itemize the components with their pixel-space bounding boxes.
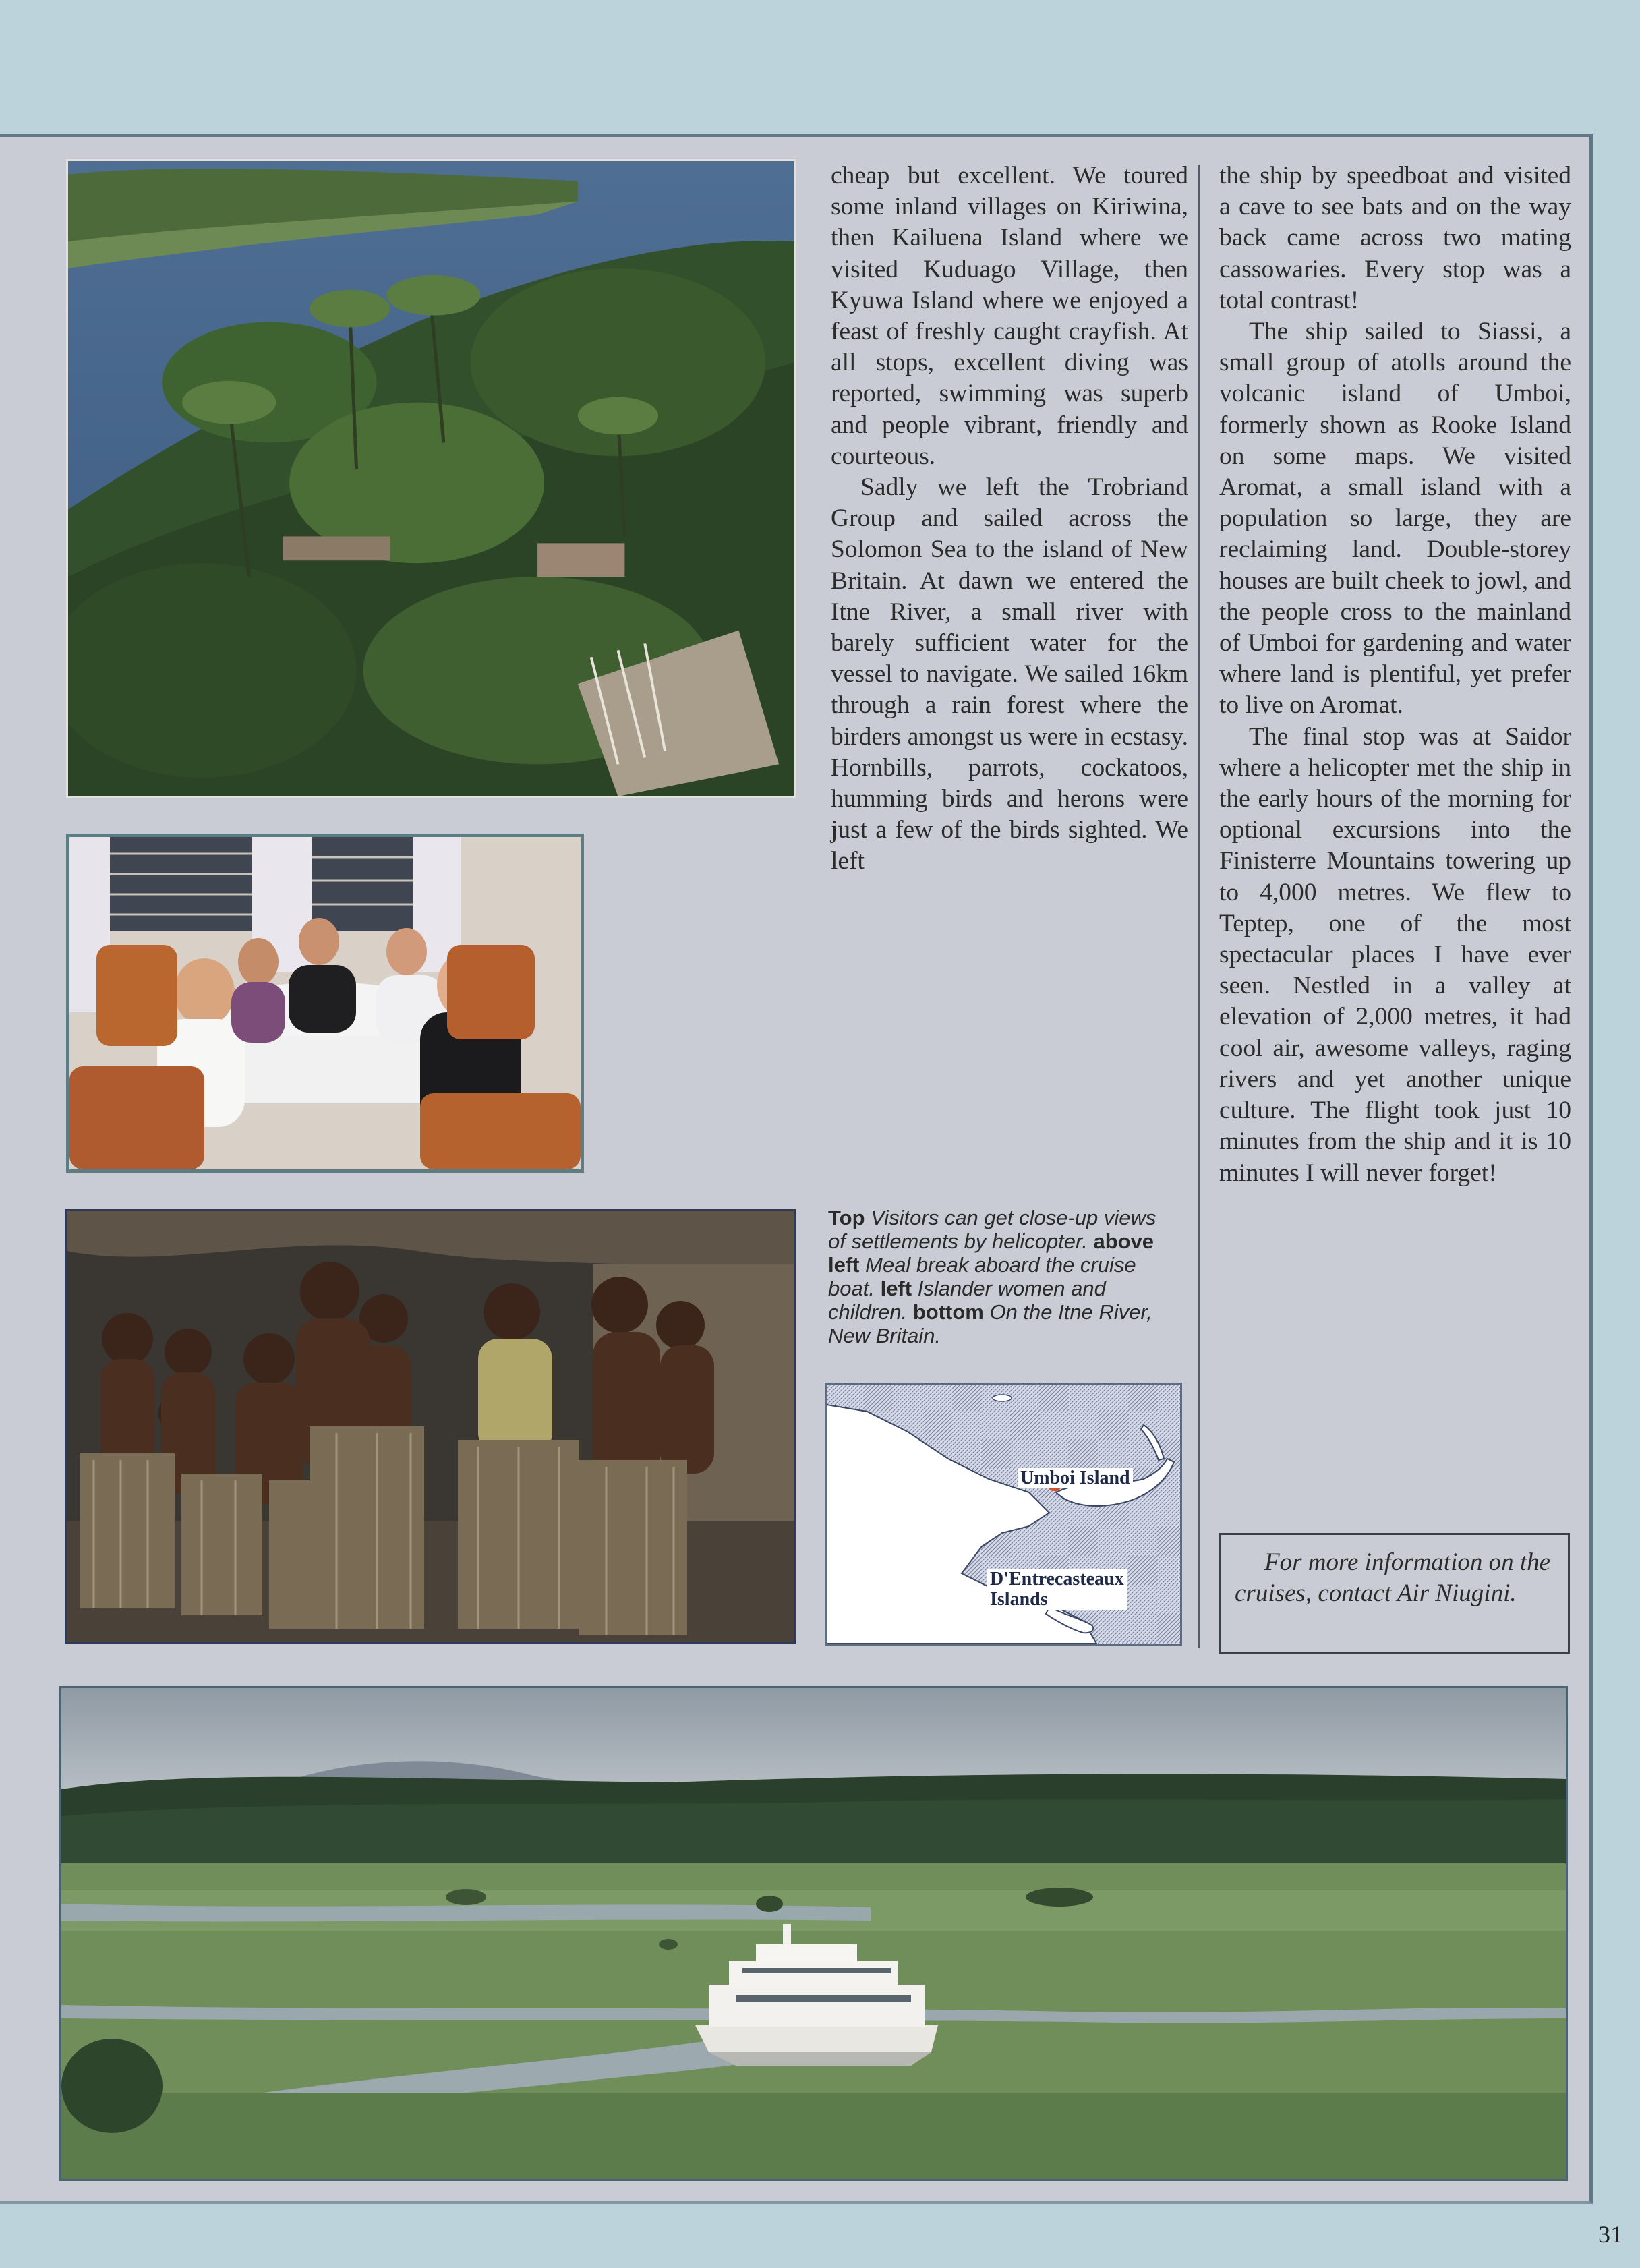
caption-key-left: left: [880, 1277, 912, 1300]
islander-women-photo: [65, 1209, 796, 1644]
caption-key-bottom: bottom: [912, 1300, 984, 1324]
caption-key-above-left: above left: [828, 1229, 1154, 1277]
photo-caption: [828, 1206, 1179, 1347]
caption-key-top: Top: [828, 1206, 865, 1229]
map-label-umboi: Umboi Island: [1018, 1468, 1133, 1488]
article-paragraph: Sadly we left the Trobriand Group and sailed across the Solomon Sea to the island of New Britain. At dawn we entered the Itne River, a small river with barely sufficient water for the vessel to navigate. We sailed 16km through a rain forest where the birders amongst us were in ecstasy. Hornbills, parrots, cockatoos, humming birds and herons were just a few of the birds sighted. We left: [831, 473, 1188, 875]
location-map: [825, 1383, 1182, 1646]
article-column-middle: [831, 161, 1188, 877]
article-paragraph: cheap but excellent. We toured some inland villages on Kiriwina, then Kailuena Island where we visited Kuduago Village, then Kyuwa Island where we enjoyed a feast of freshly caught crayfish. At all stops, excellent diving was reported, swimming was superb and people vibrant, friendly and courteous.: [831, 162, 1188, 470]
article-column-right: [1219, 161, 1571, 1189]
column-divider: [1198, 165, 1200, 1648]
contact-info-box: [1219, 1533, 1570, 1654]
map-label-dentrecasteaux-line2: Islands: [990, 1589, 1048, 1610]
article-paragraph: The ship sailed to Siassi, a small group of atolls around the volcanic island of Umboi, formerly shown as Rooke Island on some maps. We visited Aromat, a small island with a population so large, they are reclaiming land. Double-storey houses are built cheek to jowl, and the people cross to the mainland of Umboi for gardening and water where land is plentiful, yet prefer to live on Aromat.: [1219, 318, 1571, 720]
aerial-resort-photo: [66, 159, 796, 798]
map-label-dentrecasteaux-line1: D'Entrecasteaux: [990, 1569, 1124, 1590]
meal-aboard-photo: [66, 834, 584, 1173]
article-paragraph: the ship by speedboat and visited a cave to see bats and on the way back came across two mating cassowaries. Every stop was a total contrast!: [1219, 162, 1571, 314]
page-number: 31: [1598, 2221, 1622, 2248]
itne-river-boat-photo: [59, 1686, 1568, 2181]
caption-text-top: Visitors can get close-up views of settlements by helicopter.: [828, 1206, 1156, 1253]
caption-text-left: Islander women and children.: [828, 1277, 1106, 1324]
map-label-dentrecasteaux: [987, 1569, 1127, 1610]
contact-info-text: For more information on the cruises, contact Air Niugini.: [1235, 1548, 1551, 1607]
caption-text-above-left: Meal break aboard the cruise boat.: [828, 1253, 1136, 1300]
caption-text-bottom: On the Itne River, New Britain.: [828, 1300, 1152, 1347]
article-paragraph: The final stop was at Saidor where a helicopter met the ship in the early hours of the morning for optional excursions into the Finisterre Mountains towering up to 4,000 metres. We flew to Teptep, one of the most spectacular places I have ever seen. Nestled in a valley at elevation of 2,000 metres, it had cool air, awesome valleys, raging rivers and yet another unique culture. The flight took just 10 minutes from the ship and it is 10 minutes I will never forget!: [1219, 722, 1571, 1187]
